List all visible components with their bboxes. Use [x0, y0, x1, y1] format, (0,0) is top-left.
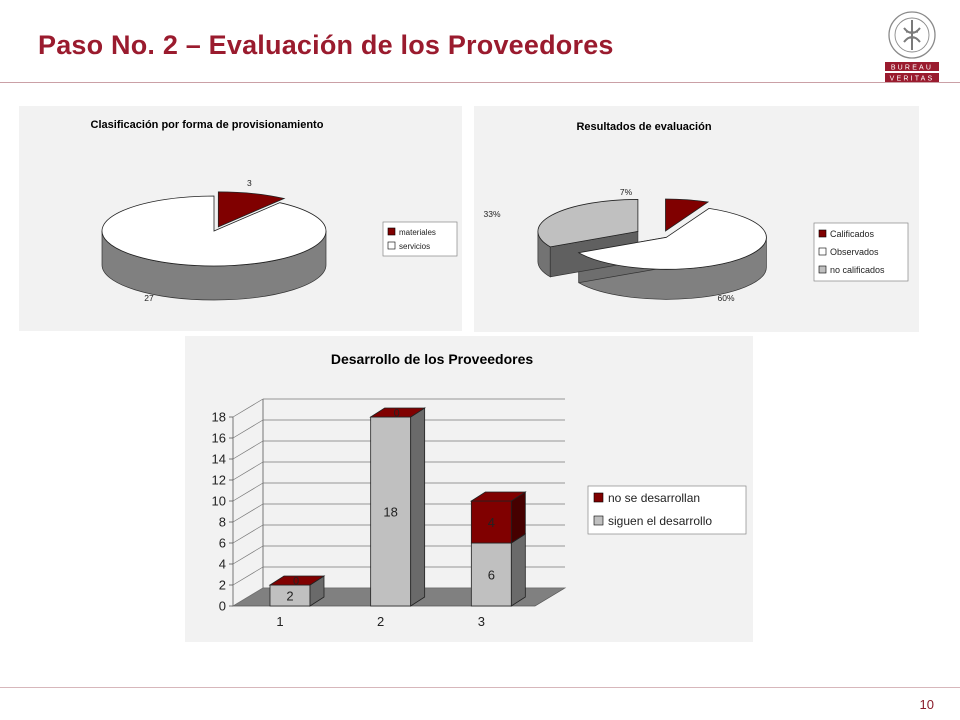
footer-divider [0, 687, 960, 688]
header-divider [0, 82, 960, 83]
legend-label-servicios: servicios [399, 242, 431, 251]
legend-label-materiales: materiales [399, 228, 436, 237]
logo-line1: BUREAU [890, 64, 934, 72]
legend-label-siguen-el-desarrollo: siguen el desarrollo [608, 514, 713, 528]
bar-no-label-3: 4 [487, 515, 495, 530]
legend-swatch-siguen-el-desarrollo [594, 516, 603, 525]
legend-label-no-se-desarrollan: no se desarrollan [608, 491, 701, 505]
legend-swatch-servicios [388, 242, 395, 249]
bureau-veritas-logo [882, 8, 942, 86]
bar-sigue-label-1: 2 [286, 588, 294, 604]
logo-line2: VERITAS [889, 75, 935, 83]
chart3-gridline-side [233, 567, 263, 585]
chart-desarrollo-panel [185, 336, 753, 642]
legend-swatch-materiales [388, 228, 395, 235]
pie-slice-servicios [102, 196, 326, 266]
chart3-gridline-side [233, 399, 263, 417]
chart-desarrollo [185, 336, 753, 642]
chart-provisionamiento-panel [19, 106, 462, 331]
legend-swatch-no-calificados [819, 266, 826, 273]
chart3-gridline-side [233, 462, 263, 480]
legend-swatch-calificados [819, 230, 826, 237]
chart3-gridline-side [233, 525, 263, 543]
chart3-ytick-label: 4 [218, 556, 226, 572]
legend-label-calificados: Calificados [830, 229, 875, 239]
chart-provisionamiento [19, 106, 462, 331]
chart3-xtick-label: 1 [276, 614, 284, 629]
chart-resultados-panel [474, 106, 919, 332]
chart3-ytick-label: 10 [211, 493, 226, 509]
chart2-data-label-calificados: 7% [619, 187, 633, 197]
chart1-data-label-materiales: 3 [247, 178, 252, 188]
chart3-gridline-side [233, 420, 263, 438]
chart3-ytick-label: 8 [218, 514, 226, 530]
legend-label-no-calificados: no calificados [830, 265, 885, 275]
chart3-xtick-label: 3 [477, 614, 485, 629]
bar-sigue-label-2: 18 [383, 504, 398, 520]
chart3-title: Desarrollo de los Proveedores [330, 351, 534, 367]
chart3-ytick-label: 0 [218, 598, 226, 614]
page-number: 10 [919, 697, 934, 712]
bar-no-label-top-1: 0 [292, 575, 300, 588]
bar-no-label-top-2: 0 [393, 407, 400, 420]
chart3-gridline-side [233, 483, 263, 501]
chart3-ytick-label: 14 [211, 451, 226, 467]
chart3-gridline-side [233, 546, 263, 564]
bar-sigue-label-3: 6 [487, 567, 495, 583]
chart3-xtick-label: 2 [377, 614, 385, 629]
chart3-ytick-label: 2 [218, 577, 226, 593]
chart1-data-label-servicios: 27 [144, 293, 154, 303]
legend-swatch-no-se-desarrollan [594, 493, 603, 502]
chart-resultados [474, 106, 919, 332]
chart3-ytick-label: 16 [211, 430, 226, 446]
legend-swatch-observados [819, 248, 826, 255]
slide-title: Paso No. 2 – Evaluación de los Proveedores [38, 30, 614, 60]
chart3-gridline-side [233, 441, 263, 459]
bar-sigue-side-3 [511, 534, 525, 606]
chart2-title: Resultados de evaluación [576, 121, 712, 133]
legend-label-observados: Observados [830, 247, 879, 257]
bar-sigue-side-2 [411, 408, 425, 606]
chart1-title: Clasificación por forma de provisionamiento [90, 119, 324, 131]
chart2-data-label-observados: 60% [717, 293, 735, 303]
chart2-data-label-no-calificados: 33% [483, 209, 501, 219]
chart3-ytick-label: 6 [218, 535, 226, 551]
chart3-ytick-label: 12 [211, 472, 226, 488]
chart3-gridline-side [233, 504, 263, 522]
chart3-ytick-label: 18 [211, 409, 226, 425]
